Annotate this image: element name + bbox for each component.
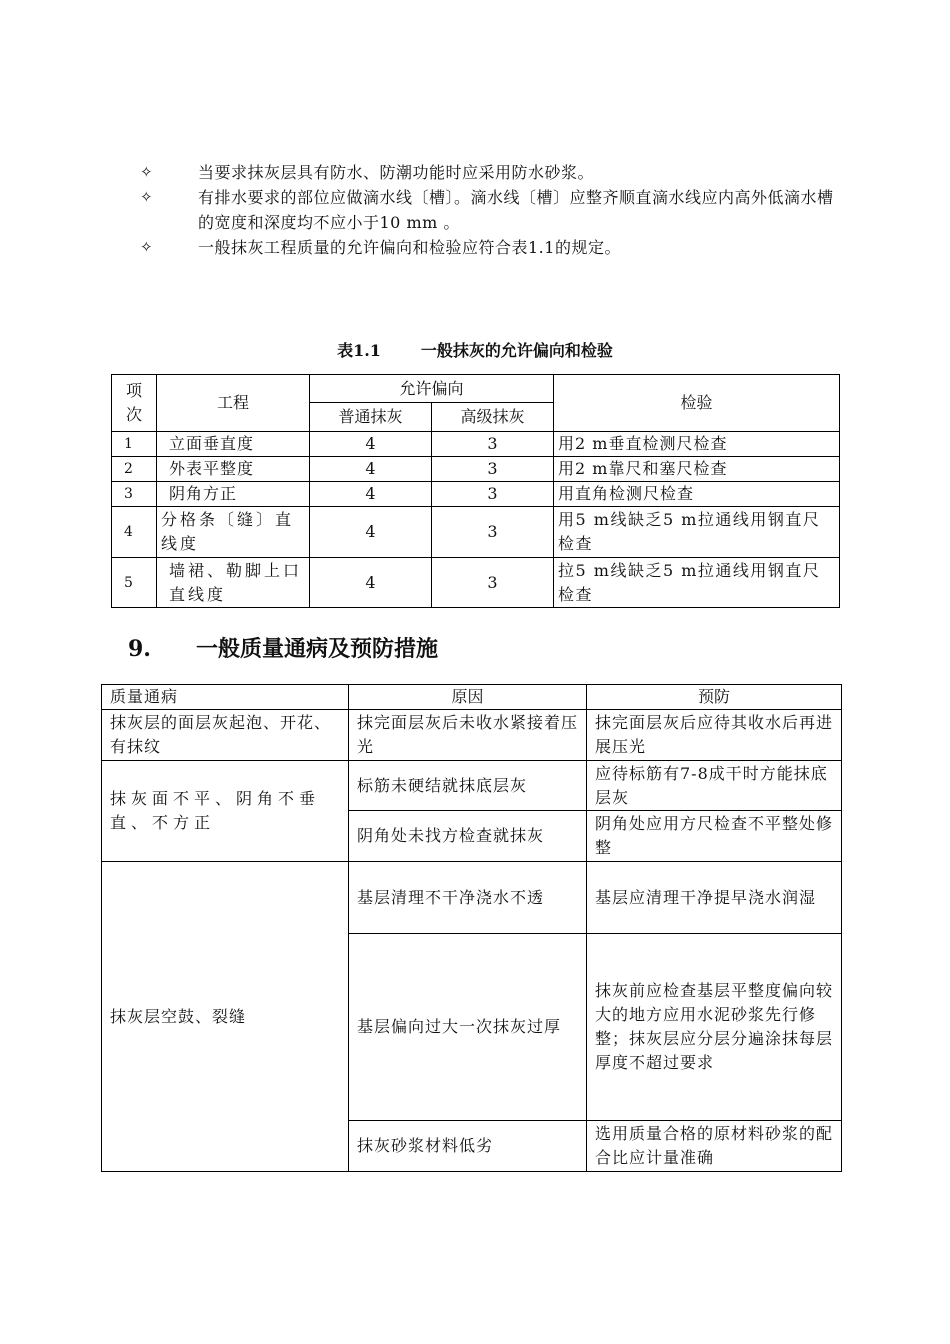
header-inspection: 检验 [554, 375, 840, 432]
cell-project: 外表平整度 [157, 457, 310, 482]
table-caption-number: 表1.1 [337, 341, 381, 360]
cell-inspection: 用5 m线缺乏5 m拉通线用钢直尺检查 [554, 507, 840, 558]
cell-problem: 抹灰面不平、阴角不垂直、不方正 [102, 761, 349, 862]
cell-prevention: 阴角处应用方尺检查不平整处修整 [587, 811, 842, 862]
cell-normal: 4 [310, 432, 432, 457]
section-number: 9. [128, 636, 151, 662]
table-row [112, 432, 840, 457]
table-row [102, 710, 842, 761]
diamond-star-icon: ✧ [140, 238, 153, 256]
cell-advanced: 3 [432, 558, 554, 608]
table-row [112, 482, 840, 507]
cell-no: 3 [112, 482, 157, 507]
cell-prevention: 选用质量合格的原材料砂浆的配合比应计量准确 [587, 1121, 842, 1172]
bullet-list [140, 160, 840, 260]
table-row [102, 761, 842, 811]
cell-advanced: 3 [432, 482, 554, 507]
cell-normal: 4 [310, 558, 432, 608]
header-prevention: 预防 [587, 685, 842, 710]
section-heading [128, 632, 438, 663]
cell-prevention: 应待标筋有7-8成干时方能抹底层灰 [587, 761, 842, 811]
bullet-text: 有排水要求的部位应做滴水线〔槽〕。滴水线〔槽〕应整齐顺直滴水线应内高外低滴水槽的宽度和深度均不应小于10 mm 。 [198, 188, 834, 232]
bullet-item [140, 160, 840, 185]
bullet-item [140, 235, 840, 260]
cell-cause: 基层清理不干净浇水不透 [349, 862, 587, 934]
diamond-star-icon: ✧ [140, 163, 153, 181]
cell-inspection: 拉5 m线缺乏5 m拉通线用钢直尺检查 [554, 558, 840, 608]
header-project: 工程 [157, 375, 310, 432]
cell-project: 立面垂直度 [157, 432, 310, 457]
quality-problems-table [101, 684, 842, 1172]
cell-no: 2 [112, 457, 157, 482]
bullet-text: 一般抹灰工程质量的允许偏向和检验应符合表1.1的规定。 [198, 238, 621, 257]
table-caption [0, 338, 950, 361]
cell-cause: 标筋未硬结就抹底层灰 [349, 761, 587, 811]
cell-prevention: 抹灰前应检查基层平整度偏向较大的地方应用水泥砂浆先行修整；抹灰层应分层分遍涂抹每层厚度不超过要求 [587, 934, 842, 1121]
header-advanced: 高级抹灰 [432, 403, 554, 432]
header-item-no: 项次 [112, 375, 157, 432]
cell-inspection: 用2 m垂直检测尺检查 [554, 432, 840, 457]
cell-no: 1 [112, 432, 157, 457]
cell-no: 5 [112, 558, 157, 608]
section-title: 一般质量通病及预防措施 [196, 636, 439, 662]
cell-no: 4 [112, 507, 157, 558]
table-row [112, 558, 840, 608]
cell-cause: 抹完面层灰后未收水紧接着压光 [349, 710, 587, 761]
diamond-star-icon: ✧ [140, 188, 153, 206]
table-row [102, 862, 842, 934]
cell-cause: 基层偏向过大一次抹灰过厚 [349, 934, 587, 1121]
cell-cause: 阴角处未找方检查就抹灰 [349, 811, 587, 862]
header-cause: 原因 [349, 685, 587, 710]
cell-normal: 4 [310, 507, 432, 558]
bullet-item [140, 185, 840, 235]
cell-problem: 抹灰层空鼓、裂缝 [102, 862, 349, 1172]
deviation-table [111, 374, 840, 608]
bullet-text: 当要求抹灰层具有防水、防潮功能时应采用防水砂浆。 [198, 163, 595, 182]
table-row [112, 457, 840, 482]
cell-project: 分格条〔缝〕直线度 [157, 507, 310, 558]
table-row [112, 507, 840, 558]
cell-project: 墙裙、勒脚上口直线度 [157, 558, 310, 608]
cell-problem: 抹灰层的面层灰起泡、开花、有抹纹 [102, 710, 349, 761]
cell-normal: 4 [310, 457, 432, 482]
table-caption-title: 一般抹灰的允许偏向和检验 [420, 341, 613, 360]
cell-advanced: 3 [432, 457, 554, 482]
cell-prevention: 抹完面层灰后应待其收水后再进展压光 [587, 710, 842, 761]
cell-prevention: 基层应清理干净提早浇水润湿 [587, 862, 842, 934]
cell-cause: 抹灰砂浆材料低劣 [349, 1121, 587, 1172]
cell-advanced: 3 [432, 507, 554, 558]
cell-inspection: 用2 m靠尺和塞尺检查 [554, 457, 840, 482]
cell-normal: 4 [310, 482, 432, 507]
cell-project: 阴角方正 [157, 482, 310, 507]
header-problem: 质量通病 [102, 685, 349, 710]
header-normal: 普通抹灰 [310, 403, 432, 432]
cell-inspection: 用直角检测尺检查 [554, 482, 840, 507]
header-deviation: 允许偏向 [310, 375, 554, 403]
cell-advanced: 3 [432, 432, 554, 457]
